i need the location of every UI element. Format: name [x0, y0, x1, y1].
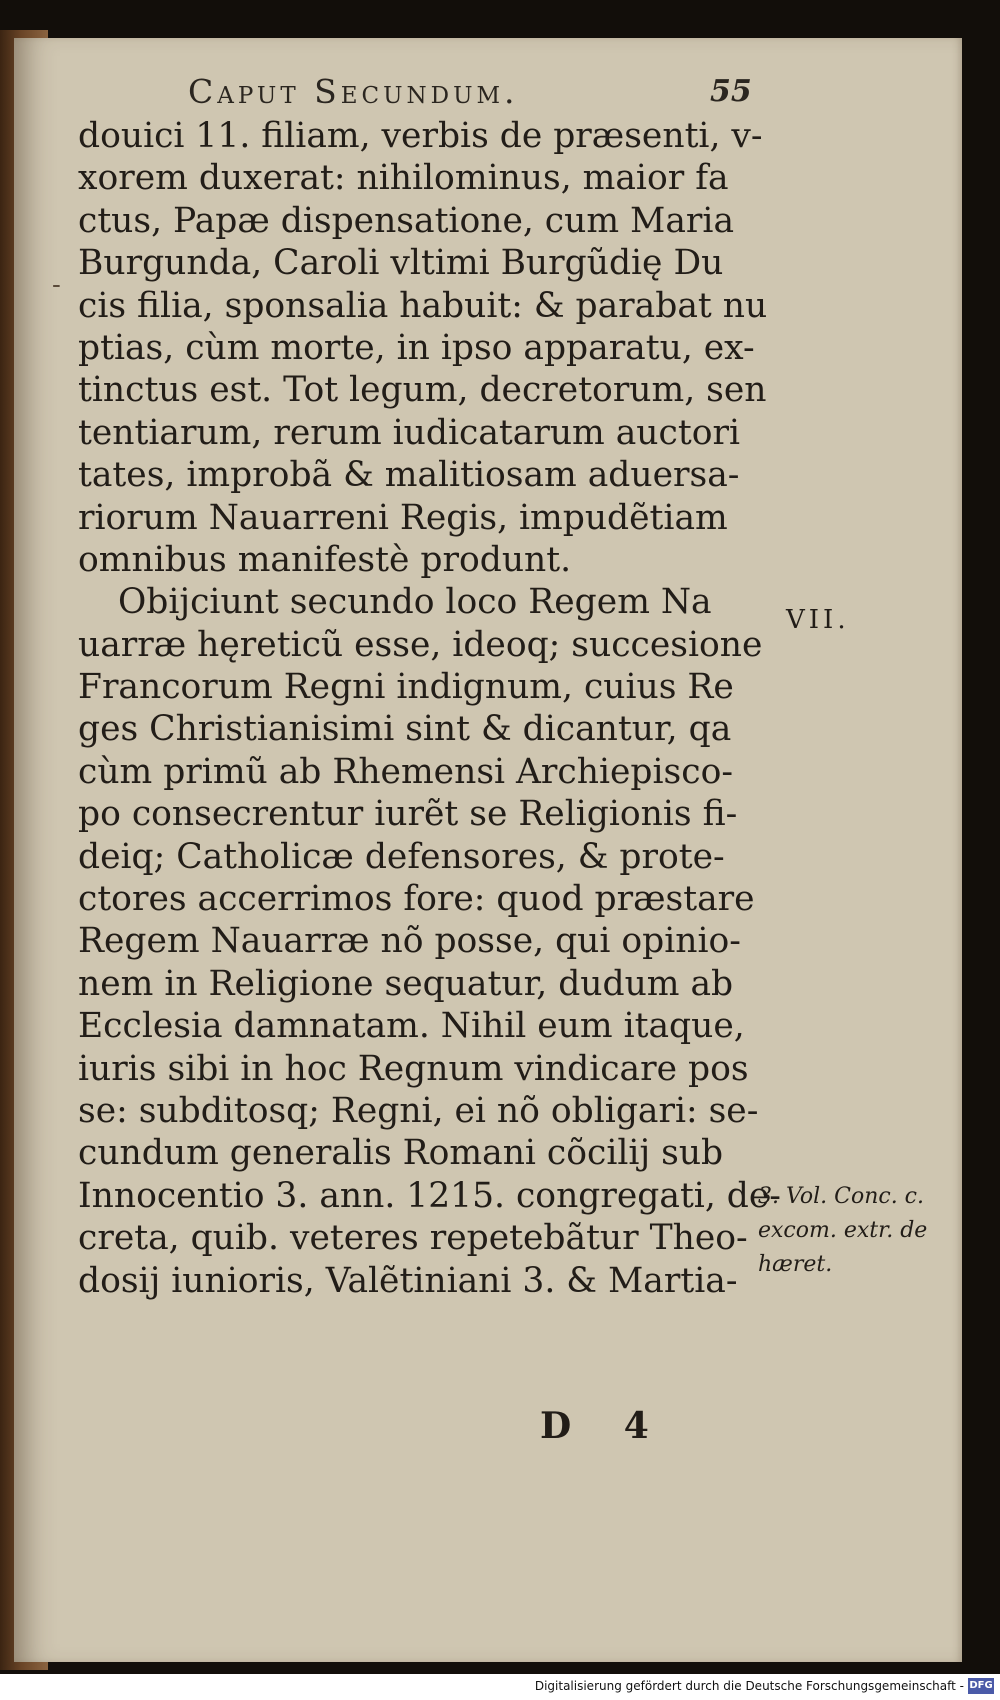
- margin-note-line: 3. Vol. Conc. c.: [758, 1184, 924, 1209]
- text-line: ptias, cùm morte, in ipso apparatu, ex-: [78, 327, 755, 368]
- signature-mark: D 4: [540, 1405, 669, 1447]
- text-line: po consecrentur iurẽt se Religionis fi-: [78, 794, 738, 835]
- margin-note-line: excom. extr. de: [758, 1218, 928, 1243]
- text-line: cundum generalis Romani cõcilij sub: [78, 1133, 724, 1174]
- text-line: iuris sibi in hoc Regnum vindicare pos: [78, 1048, 749, 1089]
- text-line: riorum Nauarreni Regis, impudẽtiam: [78, 497, 728, 538]
- text-line: tentiarum, rerum iudicatarum auctori: [78, 412, 740, 453]
- margin-section-number: VII.: [786, 605, 850, 635]
- text-line: Regem Nauarræ nõ posse, qui opinio-: [78, 921, 741, 962]
- text-line: omnibus manifestè produnt.: [78, 539, 572, 580]
- text-line: ctus, Papæ dispensatione, cum Maria: [78, 200, 735, 241]
- body-text: [78, 115, 781, 1302]
- text-line: Obijciunt secundo loco Regem Na: [118, 582, 712, 623]
- text-line: cùm primũ ab Rhemensi Archiepisco-: [78, 751, 733, 792]
- text-line: Innocentio 3. ann. 1215. congregati, de-: [78, 1175, 781, 1216]
- text-line: ges Christianisimi sint & dicantur, qa: [78, 709, 732, 750]
- text-line: ctores accerrimos fore: quod præstare: [78, 879, 755, 920]
- dfg-logo: DFG: [968, 1678, 994, 1694]
- footer-bar: [0, 1674, 1000, 1700]
- text-line: se: subditosq; Regni, ei nõ obligari: se-: [78, 1090, 759, 1131]
- text-line: deiq; Catholicæ defensores, & prote-: [78, 836, 725, 877]
- margin-note-line: hæret.: [758, 1252, 833, 1277]
- text-line: cis filia, sponsalia habuit: & parabat nu: [78, 285, 768, 326]
- text-line: tinctus est. Tot legum, decretorum, sen: [78, 370, 767, 411]
- text-line: uarræ hęreticũ esse, ideoq; succesione: [78, 624, 763, 665]
- text-line: creta, quib. veteres repetebãtur Theo-: [78, 1218, 748, 1259]
- text-line: Ecclesia damnatam. Nihil eum itaque,: [78, 1006, 745, 1047]
- funding-credit: Digitalisierung gefördert durch die Deutsche Forschungsgemeinschaft -: [534, 1679, 964, 1693]
- text-line: tates, improbã & malitiosam aduersa-: [78, 455, 740, 496]
- margin-dash-mark: -: [52, 270, 61, 300]
- text-line: dosij iunioris, Valẽtiniani 3. & Martia-: [78, 1260, 738, 1301]
- running-head: [170, 72, 770, 112]
- text-line: nem in Religione sequatur, dudum ab: [78, 963, 734, 1004]
- text-line: Burgunda, Caroli vltimi Burgũdię Du: [78, 243, 724, 284]
- running-head-title: Caput Secundum.: [188, 72, 519, 111]
- text-line: Francorum Regni indignum, cuius Re: [78, 667, 734, 708]
- text-line: douici 11. filiam, verbis de præsenti, v-: [78, 116, 763, 156]
- page-number: 55: [710, 74, 752, 109]
- text-line: xorem duxerat: nihilominus, maior fa: [78, 158, 729, 199]
